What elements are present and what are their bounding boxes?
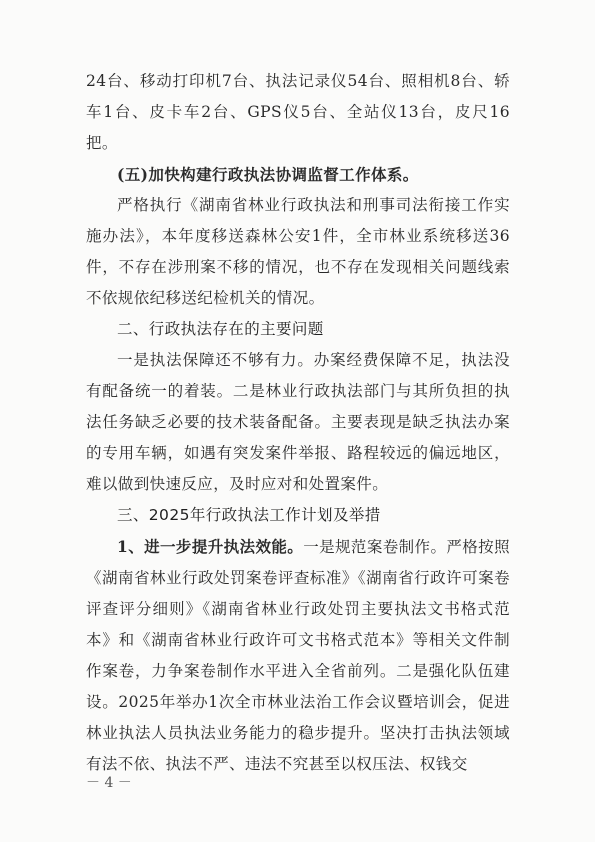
problems-paragraph: 一是执法保障还不够有力。办案经费保障不足，执法没有配备统一的着装。二是林业行政执法部门与其所负担的执法任务缺乏必要的技术装备配备。主要表现是缺乏执法办案的专用车辆，如遇有突发案件举报、路程较远的偏远地区，难以做到快速反应，及时应对和处置案件。 (86, 351, 510, 493)
plan-text: 一是规范案卷制作。严格按照《湖南省林业行政处罚案卷评查标准》《湖南省行政许可案卷评查评分细则》《湖南省林业行政处罚主要执法文书格式范本》和《湖南省林业行政许可文书格式范本》等相关文件制作案卷，力争案卷制作水平进入全省前列。二是强化队伍建设。2025年举办1次全市林业法治工作会议暨培训会，促进林业执法人员执法业务能力的稳步提升。坚决打击执法领域有法不依、执法不严、违法不究甚至以权压法、权钱交 (86, 538, 510, 773)
plan-paragraph (86, 531, 510, 780)
section-heading-coordination: (五)加快构建行政执法协调监督工作体系。 (117, 165, 419, 184)
page-number: － 4 － (86, 775, 132, 791)
coordination-paragraph: 严格执行《湖南省林业行政执法和刑事司法衔接工作实施办法》，本年度移送森林公安1件，全市林业系统移送36件，不存在涉刑案不移的情况，也不存在发现相关问题线索不依规依纪移送纪检机关的情况。 (86, 196, 510, 307)
document-body (86, 66, 510, 780)
equipment-list-paragraph: 24台、移动打印机7台、执法记录仪54台、照相机8台、轿车1台、皮卡车2台、GPS仪5台、全站仪13台，皮尺16把。 (86, 72, 510, 152)
section-heading-problems: 二、行政执法存在的主要问题 (117, 320, 324, 338)
plan-subheading: 1、进一步提升执法效能。 (117, 537, 304, 556)
section-heading-plan: 三、2025年行政执法工作计划及举措 (117, 506, 381, 524)
